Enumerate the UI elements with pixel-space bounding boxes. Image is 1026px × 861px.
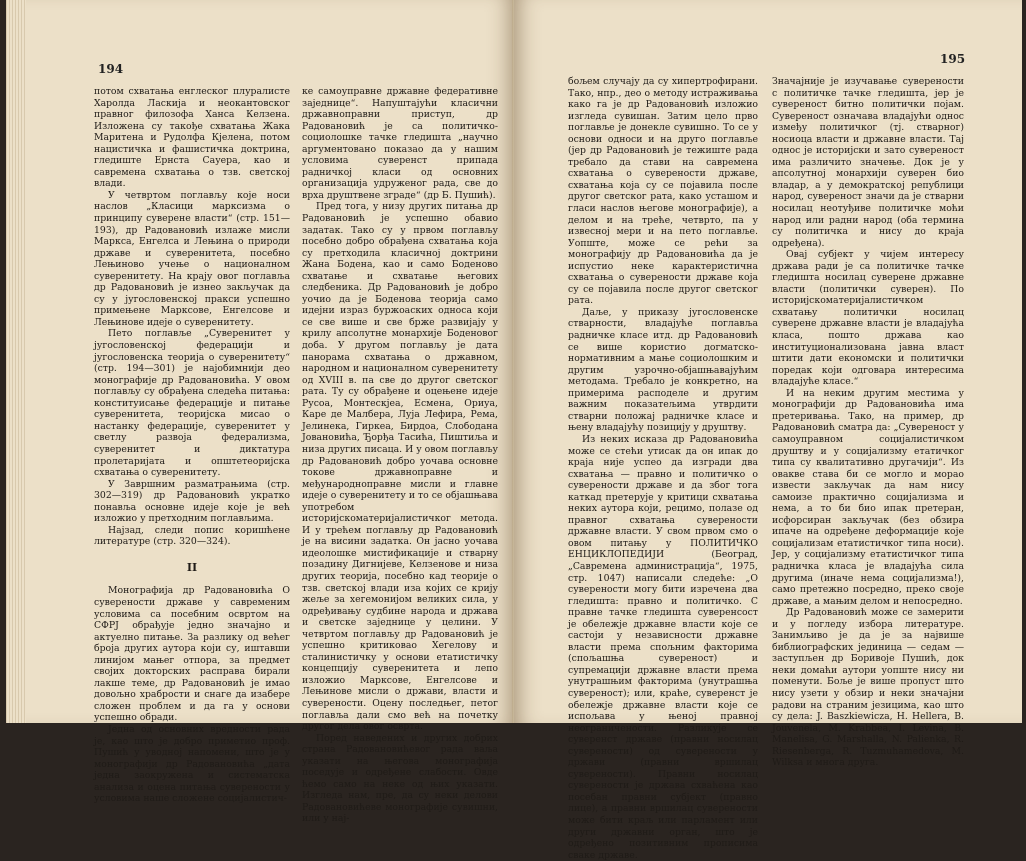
paragraph: Монографија др Радовановића О суверености државе у савременим условима са посебним освртом на СФРЈ обрађује једно значајно и актуелно питање. За разлику од већег броја других аутора који су, иштавши линијом мањег отпора, за предмет својих докторских расправа бирали лакше теме, др Радовановић је имао довољно храбрости и снаге да изабере сложен проблем и да га у основи успешно обради. (94, 585, 290, 724)
paragraph: Поред наведених и других добрих страна Радовановићевог рада ваља указати на његова монографија поседује и одређене слабости. Овде ћемо само на неке од њих указати. Изгледа нам, пре, да су неки делови Радовановићеве монографије сувишни, или у нај- (302, 732, 498, 825)
paragraph: Даље, у приказу југословенске стварности, владајуће поглавља радничке класе итд. др Радовановић се више користио догматско-нормативним а мање социолошким и другим узрочно-објашњавајућим методама. Требало је конкретно, на примерима расподеле и другим важним показатељима утврдити стварни положај радничке класе и њену владајућу позицију у друштву. (568, 306, 758, 434)
page-edge-decoration (6, 0, 26, 723)
right-column-2 (772, 76, 964, 769)
paragraph: Из неких исказа др Радовановића може се стећи утисак да он ипак до краја није успео да изгради два схватања — правно и политичко о суверености државе и да због тога каткад претерује у критици схватања неких аутора који, рецимо, полазе од правног схватања суверености државне власти. У свом првом смо о овом питању у ПОЛИТИЧКО ЕНЦИКЛОПЕДИЈИ (Београд, „Савремена администрација“, 1975, стр. 1047) написали следеће: „О суверености могу бити изречена два гледишта: правно и политичко. С правне тачке гледишта суверенсост је обележје државне власти којe се састоји у независности државне власти према спољним факторима (спољашња сувереност) и супремацији државне власти према унутрашњим факторима (унутрашња сувереност); или, краће, суверенст је обележје државне власти које се испољава у њеној правној неограничености. Разликује се суверенст државе (правни носилац суверености) од суверености у држави (правни вршилац суверености). Правни носилац суверености је држава схваћена као посебан правни субјект (правно лице), а правни вршилац суверености може бити краљ или парламент или други државни орган, што је одређено позитивним прописима сваке државе. (568, 433, 758, 861)
left-page (6, 0, 514, 825)
paragraph: Др Радовановић може се замерити и у погледу избора литературе. Занимљиво је да је за највише библиографских јединица — седам — заступљен др Боривоје Пушић, док неки домаћи аутори уопште нису ни поменути. Боље је више пропуст што нису узети у обзир и неки значајни радови на страним језицима, као што су дела: J. Baszkiewicza, H. Hellera, B. Jouvenela, M. Krabbea, I. Levina, B. Manelisa, G. Marshalla, N. Palienka, R. Riesenberga, R. Tuzmuhamedova, M. Wilksa и многа друга. (772, 607, 964, 769)
paragraph: Једна од основних вредности рада је, као што је добро приметио проф. Пушић у уводној напомени, што је у монографији др Радовановића „дата једна заокружена и систематска анализа и оцена питања суверености у условима наше сложене социјалистич- (94, 723, 290, 805)
left-column-1 (94, 86, 290, 805)
paragraph: Пето поглавље „Суверенитет у југословенској федерацији и југословенска теорија о суверенитету“ (стр. 194—301) је најобимнији део монографије др Радовановића. У овом поглављу су обрађена следећа питања: конституисање федерације и питање суверенитета, теоријска мисао о настанку федерације, суверенитет у светлу развоја федерализма, суверенитет и диктатура пролетаријата и општетеоријска схватања о суверенитету. (94, 328, 290, 479)
paragraph: У четвртом поглављу које носи наслов „Класици марксизма о принципу суверене власти“ (стр. 151—193), др Радовановић излаже мисли Маркса, Енгелса и Лењина о природи државе и суверенитета, посебно Лењиново учење о националном суверенитету. На крају овог поглавља др Радовановић је изнео закључак да су у југословенској пракси успешно примењене Марксове, Енгелсове и Лењинове идеје о суверенитету. (94, 189, 290, 328)
left-column-2 (302, 86, 498, 825)
paragraph: бољем случају да су хипертрофирани. Тако, нпр., део о методу истраживања како га је др Радовановић изложио изгледа сувишан. Затим цело прво поглавље је донекле сувишно. То се у основи односи и на друго поглавље (јер др Радовановић је тежиште рада требало да стави на савремена схватања о суверености државе, схватања која су се појавила после другог светског рата, како усташом и гласи наслов његове монографије), а делом и на треће, четврто, па у извесној мери и на пето поглавље. Уопште, може се рећи за монографију др Радовановића да је испустио неке карактеристична схватања о суверености државе која су се појавила после другог светског рата. (568, 76, 758, 307)
paragraph: У Завршним разматрањима (стр. 302—319) др Радовановић укратко понавља основне идеје које је већ изложио у претходним поглављима. (94, 478, 290, 525)
paragraph: И на неким другим местима у монографији др Радовановића има претеривања. Тако, на пример, др Радовановић сматра да: „Сувереност у самоуправном социјалистичком друштву и у социјализму етатичког типа су квалитативно другачији“. Из овакве ставa би се могло и морао извести закључак да нам нису самоизе практично социјализма и нема, а то би био ипак претеран, исфорсиран закључак (без обзира ипаче на одређене деформације које социјализам етатистичког типа носи). Јер, у социјализму етатистичког типа радничка класа је владајућа сила другима (иначе нема социјализма!), само претежно посредно, преко своје државе, а мањим делом и непосредно. (772, 387, 964, 607)
right-column-1 (568, 76, 758, 861)
paragraph: ке самоуправне државне федеративне заједнице“. Напуштајући класични државноправни приступ, др Радовановић је са политичко-социолошке тачке гледишта „научно аргументовано показао да у нашим условима суверенст припада радничкој класи од основних организација удруженог рада, све до врха друштвене зграде“ (др Б. Пушић). (302, 86, 498, 201)
paragraph: Овај субјект у чијем интересу држава ради је са политичке тачке гледишта носилац суверене државне власти (политички суверен). По историјскоматеријалистичком схватању политички носилац суверене државне власти је владајућа класа, пошто држава као институционализована јавна власт штити дати економски и политички поредак који одговара интересима владајуће класе.“ (772, 249, 964, 388)
section-heading: II (186, 560, 198, 574)
paragraph: Најзад, следи попис коришћене литературе (стр. 320—324). (94, 524, 290, 548)
page-number-left: 194 (98, 62, 124, 76)
paragraph: Пред тога, у низу других питања др Радовановић је успешно обавио задатак. Тако су у првом поглављу посебно добро обрађена схватања која су претходила класичној доктрини Жана Бодена, као и само Боденово схватање и схватање његових следбеника. Др Радовановић је добро уочио да је Боденова теорија само идејни израз буржоаских односа који се све више и све брже развијају у крилу апсолутне монархије Боденовог доба. У другом поглављу је дата панорама схватања о државном, народном и националном суверенитету од XVIII в. па све до другог светског рата. Ту су обрађене и оцењене идеје Русоа, Монтескјеа, Есмена, Ориуа, Каре де Малбера, Луја Лефира, Рема, Јелинека, Гиркеа, Бирдоа, Слободана Јовановића, Ђорђа Тасића, Пиштиља и низа других писаца. И у овом поглављу др Радовановић добро уочава основне токове државноправне и међународноправне мисли и главне идеје о суверенитету и то се објашњава употребом историјскоматеријалистичког метода. И у трећем поглављу др Радовановић је на висини задатка. Он јасно уочава идеолошке мистификације и стварну позадину Дигнијеве, Келзенове и низа других теорија, посебно кад теорије о тзв. светској влади иза којих се крију жеље за хегемонијом великих сила, у одређивању судбине народа и држава и светске заједнице у целини. У четвртом поглављу др Радовановић је успешно критиковао Хегелову и сталинистичку у основи етатистичку концепцију суверенитета и лепо изложио Марксове, Енгелсове и Лењинове мисли о држави, власти и суверености. Оцену последњег, петог поглавља дали смо већ на почетку другог дела овог осврта. (302, 201, 498, 733)
paragraph: Значајније је изучавање суверености с политичке тачке гледишта, јер је сувереност битно политички појам. Сувереност означава владајући однос између политичког (тј. стварног) носиоца власти и државне власти. Тај однос је историјски и зато сувереност има различито значење. Док је у апсолутној монархији суверен био владар, а у демократској републици народ, сувереност значи да је стварни носилац неотуђиве политичке моћи народ или радни народ (оба термина су политичка и нису до краја одређена). (772, 76, 964, 249)
page-number-right: 195 (940, 52, 966, 66)
right-page (514, 0, 1022, 861)
paragraph: потом схватања енглеског плуралисте Харолда Ласкија и неокантовског правног филозофа Ханса Келзена. Изложена су такође схватања Жака Маритена и Рудолфа Кјелена, потом нацистичка и фашистичка доктрина, гледиште Ернста Сауера, као и савремена схватања о тзв. светској влади. (94, 86, 290, 190)
